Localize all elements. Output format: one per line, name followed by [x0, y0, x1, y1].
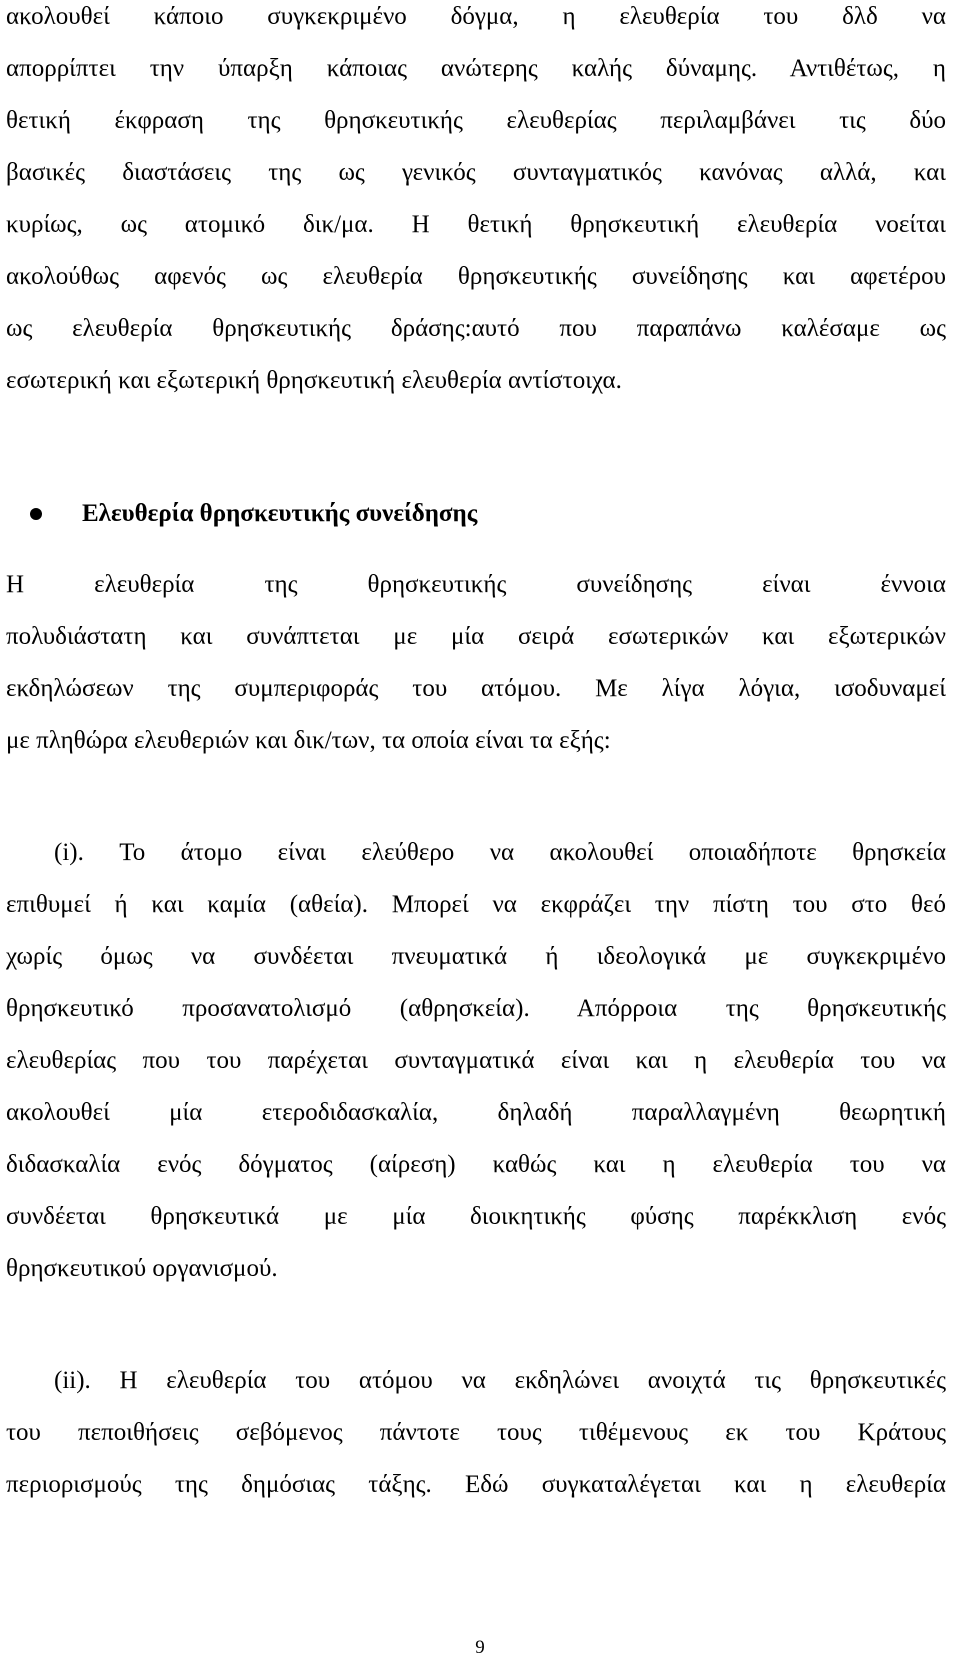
text-line: ακολουθεί κάποιο συγκεκριμένο δόγμα, η ελευθερία του δλδ να [6, 3, 946, 30]
text-line: βασικές διαστάσεις της ως γενικός συνταγματικός κανόνας αλλά, και [6, 159, 946, 186]
text-line: ως ελευθερία θρησκευτικής δράσης:αυτό που παραπάνω καλέσαμε ως [6, 315, 946, 342]
text-line: του πεποιθήσεις σεβόμενος πάντοτε τους τιθέμενους εκ του Κράτους [6, 1419, 946, 1446]
text-line: περιορισμούς της δημόσιας τάξης. Εδώ συγκαταλέγεται και η ελευθερία [6, 1471, 946, 1498]
text-line: εσωτερική και εξωτερική θρησκευτική ελευθερία αντίστοιχα. [6, 367, 622, 394]
section-heading: Ελευθερία θρησκευτικής συνείδησης [82, 500, 478, 527]
page-number: 9 [475, 1637, 485, 1658]
text-line: ακολουθεί μία ετεροδιδασκαλία, δηλαδή παραλλαγμένη θεωρητική [6, 1099, 946, 1126]
text-line: διδασκαλία ενός δόγματος (αίρεση) καθώς και η ελευθερία του να [6, 1151, 946, 1178]
text-line: Η ελευθερία της θρησκευτικής συνείδησης είναι έννοια [6, 571, 946, 598]
text-line: ελευθερίας που του παρέχεται συνταγματικά είναι και η ελευθερία του να [6, 1047, 946, 1074]
text-line: ακολούθως αφενός ως ελευθερία θρησκευτικής συνείδησης και αφετέρου [6, 263, 946, 290]
text-line: εκδηλώσεων της συμπεριφοράς του ατόμου. Με λίγα λόγια, ισοδυναμεί [6, 675, 946, 702]
bullet-icon [30, 508, 42, 520]
text-line: χωρίς όμως να συνδέεται πνευματικά ή ιδεολογικά με συγκεκριμένο [6, 943, 946, 970]
text-line: με πληθώρα ελευθεριών και δικ/των, τα οποία είναι τα εξής: [6, 727, 611, 754]
text-line: απορρίπτει την ύπαρξη κάποιας ανώτερης καλής δύναμης. Αντιθέτως, η [6, 55, 946, 82]
text-line: κυρίως, ως ατομικό δικ/μα. Η θετική θρησκευτική ελευθερία νοείται [6, 211, 946, 238]
text-line: (i). Το άτομο είναι ελεύθερο να ακολουθεί οποιαδήποτε θρησκεία [54, 839, 946, 866]
text-line: πολυδιάστατη και συνάπτεται με μία σειρά εσωτερικών και εξωτερικών [6, 623, 946, 650]
text-line: θρησκευτικού οργανισμού. [6, 1255, 278, 1282]
text-line: συνδέεται θρησκευτικά με μία διοικητικής φύσης παρέκκλιση ενός [6, 1203, 946, 1230]
text-line: θρησκευτικό προσανατολισμό (αθρησκεία). Απόρροια της θρησκευτικής [6, 995, 946, 1022]
text-line: (ii). Η ελευθερία του ατόμου να εκδηλώνει ανοιχτά τις θρησκευτικές [54, 1367, 946, 1394]
text-line: θετική έκφραση της θρησκευτικής ελευθερίας περιλαμβάνει τις δύο [6, 107, 946, 134]
text-line: επιθυμεί ή και καμία (αθεία). Μπορεί να εκφράζει την πίστη του στο θεό [6, 891, 946, 918]
